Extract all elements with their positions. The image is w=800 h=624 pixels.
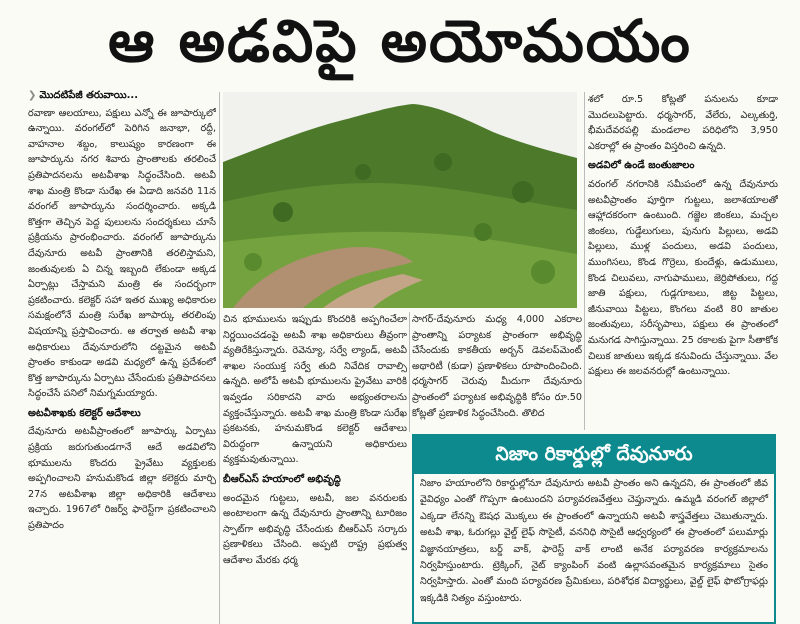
column-divider [219, 92, 220, 624]
column-divider [409, 312, 410, 432]
column-3-paragraph-1: సాగర్-దేవునూరు మధ్య 4,000 ఎకరాల ప్రాంతాన్ని పర్యాటక ప్రాంతంగా అభివృద్ధి చేసేందుకు కాకతీయ అర్బన్ డెవలప్‌మెంట్ అథారిటీ (కుడా) ప్రణాళికలు రూపొందించింది. ధర్మసాగర్ చెరువు మీదుగా దేవునూరు ప్రాంతంలో పర్యాటక అభివృద్ధికి కోసం రూ.50 కోట్లతో ప్రణాళిక సిద్ధంచేసింది. తొలిద [412, 314, 582, 419]
column-2 [223, 312, 407, 624]
forest-hill-photo [223, 92, 577, 308]
kicker [28, 88, 216, 104]
column-4-paragraph-1: శలో రూ.5 కోట్లతో పనులను కూడా మొదలుపెట్టారు. ధర్మసాగర్, వేలేరు, ఎల్కతుర్తి, భీమదేవరపల్లి మండలాల పరిధిలోని 3,950 ఎకరాల్లో ఈ ప్రాంతం విస్తరించి ఉన్నది. [588, 94, 778, 152]
column-divider [584, 92, 585, 430]
subhead-collector-orders: అటవీశాఖకు కలెక్టర్ ఆదేశాలు [28, 407, 141, 419]
subhead-brs-development: బీఆర్ఎస్ హయాంలో అభివృద్ధి [223, 473, 341, 485]
column-4-paragraph-2: వరంగల్ నగరానికి సమీపంలో ఉన్న దేవునూరు అటవీప్రాంతం పూర్తిగా గుట్టలు, జలాశయాలతో ఆహ్లాదకరంగా ఉంటుంది. గజ్జెల జింకలు, మచ్చల జింకలు, గుడ్డేలుగులు, పునుగు పిల్లులు, అడవి పిల్లులు, ముళ్ల పందులు, అడవి పందులు, ముంగిసలు, కొండ గొర్రెలు, కుందేళ్లు, ఉడుములు, కొండ చిలువలు, నాగుపాములు, జెర్రిపోతులు, గద్ద జాతి పక్షులు, గుడ్లగూబలు, జిట్ట పిట్టలు, జీనువాయి పిట్టలు, కొంగలు వంటి 80 జాతుల జంతువులు, సరీసృపాలు, పక్షులు ఈ ప్రాంతంలో మనుగడ సాగిస్తున్నాయి. 25 రకాలకు పైగా సీతాకోక చిలుక జాతులు ఇక్కడ కనువిందు చేస్తున్నాయి. వేల పక్షులు ఈ జలవనరుల్లో ఉంటున్నాయి. [588, 178, 778, 378]
box-body-text: నిజాం హయాంలోని రికార్డుల్లోనూ దేవునూరు అటవీ ప్రాంతం అని ఉన్నదని, ఈ ప్రాంతంలో జీవ వైవిధ్యం ఎంతో గొప్పగా ఉంటుందని పర్యావరణవేత్తలు చెప్తున్నారు. ఉమ్మడి వరంగల్ జిల్లాలో ఎక్కడా లేనన్ని ఔషధ మొక్కలు ఈ ప్రాంతంలో ఉన్నాయని అటవీ శాస్త్రవేత్తలు చెబుతున్నారు. అటవీ శాఖ, ఓరుగల్లు వైల్డ్ లైఫ్ సొసైటీ, వననిధి సొసైటీ ఆధ్వర్యంలో ఈ ప్రాంతంలో పలుమార్లు విజ్ఞానయాత్రలు, బర్డ్ వాక్, ఫారెస్ట్ వాక్ లాంటి అనేక పర్యావరణ కార్యక్రమాలను నిర్వహిస్తుంటారు. ట్రెక్కింగ్, నైట్ క్యాంపింగ్ వంటి ఉల్లాసవంతమైన కార్యక్రమాలు సైతం నిర్వహిస్తారు. ఎంతో మంది పర్యావరణ ప్రేమికులు, పరిశోధక విద్యార్థులు, వైల్డ్ లైఫ్ ఫొటోగ్రాఫర్లు ఇక్కడికి నిత్యం వస్తుంటారు. [420, 478, 768, 604]
column-2-paragraph-1: చిన భూములను ఇప్పుడు కొందరికి అప్పగించేలా నిర్ణయించడంపై అటవీ శాఖ అధికారులు తీవ్రంగా వ్యతిరేకిస్తున్నారు. రెవెన్యూ, సర్వే ల్యాండ్, అటవీ శాఖల సంయుక్త సర్వే తుది నివేదిక రావాల్సి ఉన్నది. అలోపే అటవీ భూములను ప్రైవేటు వారికి ఇవ్వడం సరికాదని వారు అభ్యంతరాలను వ్యక్తంచేస్తున్నారు. అటవీ శాఖ మంత్రి కొండా సురేఖ ప్రకటనకు, హనుమకొండ కలెక్టర్ ఆదేశాలు విరుద్ధంగా ఉన్నాయని అధికారులు వ్యక్తమవుతున్నాయి. [223, 314, 407, 466]
headline: ఆ అడవిపై అయోమయం [108, 7, 692, 75]
column-1-paragraph-1: రవాణా ఆలయాలు, పక్షులు ఎన్నో ఈ జూపార్కులో ఉన్నాయి. వరంగల్‌లో పెరిగిన జనాభా, రద్దీ, వాహనాల శబ్దం, కాలుష్యం కారణంగా ఈ జూపార్కును నగర శివారు ప్రాంతాలకు తరలించే ప్రతిపాదనలను అటవీశాఖ సిద్ధంచేసింది. అటవీ శాఖ మంత్రి కొండా సురేఖ ఈ ఏడాది జనవరి 11న వరంగల్ జూపార్కును సందర్శించారు. అక్కడి కొత్తగా తెచ్చిన పెద్ద పులులను సందర్శకులు చూసే ప్రక్రియను ప్రారంభించారు. వరంగల్ జూపార్కును దేవునూరు అటవీ ప్రాంతానికి తరలిస్తామని, జంతువులకు ఏ చిన్న ఇబ్బంది లేకుండా అక్కడ ఏర్పాట్లు చేస్తామని మంత్రి ఈ సందర్భంగా ప్రకటించారు. కలెక్టర్ సహా ఇతర ముఖ్య అధికారుల సమక్షంలోనే మంత్రి సురేఖ జూపార్కు తరలింపు విషయాన్ని ప్రస్తావించారు. ఆ తర్వాత అటవీ శాఖ అధికారులు దేవునూరులోని దట్టమైన అటవీ ప్రాంతం కాకుండా అడవి మధ్యలో ఉన్న ప్రదేశంలో కొత్త జూపార్కును ఏర్పాటు చేసేందుకు ప్రతిపాదనలు సిద్ధంచేసే పనిలో నిమగ్నమయ్యారు. [28, 107, 216, 400]
column-3 [412, 312, 582, 430]
subhead-wildlife: అడవిలో ఉండే జంతుజాలం [588, 160, 695, 172]
box-title: నిజాం రికార్డుల్లో దేవునూరు [412, 434, 776, 474]
chevron-right-icon: ❯ [28, 90, 37, 101]
box-body [412, 474, 776, 624]
column-1-paragraph-2: దేవునూరు అటవీప్రాంతంలో జూపార్కు ఏర్పాటు ప్రక్రియ జరుగుతుండగానే ఆదే అడవిలోని భూములను కొందరు ప్రైవేటు వ్యక్తులకు అప్పగించాలని హనుమకొండ జిల్లా కలెక్టరు మార్చి 27న అటవీశాఖ జిల్లా అధికారికి ఆదేశాలు ఇచ్చారు. 1967లో రిజర్వ్ ఫారెస్ట్‌గా ప్రకటించాలని ప్రతిపాదం [28, 426, 216, 532]
column-1 [28, 88, 216, 624]
kicker-text: మొదటిపేజీ తరువాయి... [39, 90, 139, 101]
column-4 [588, 92, 778, 430]
forest-hill-illustration [223, 92, 577, 308]
column-2-paragraph-2: అందమైన గుట్టలు, అటవీ, జల వనరులకు అంటాలంగా ఉన్న దేవునూరు ప్రాంతాన్ని టూరిజం స్పాట్‌గా అభివృద్ధి చేసేందుకు బీఆర్ఎస్ సర్కారు ప్రణాళికలు చేసింది. అప్పటి రాష్ట్ర ప్రభుత్వ ఆదేశాల మేరకు ధర్మ [223, 492, 407, 566]
